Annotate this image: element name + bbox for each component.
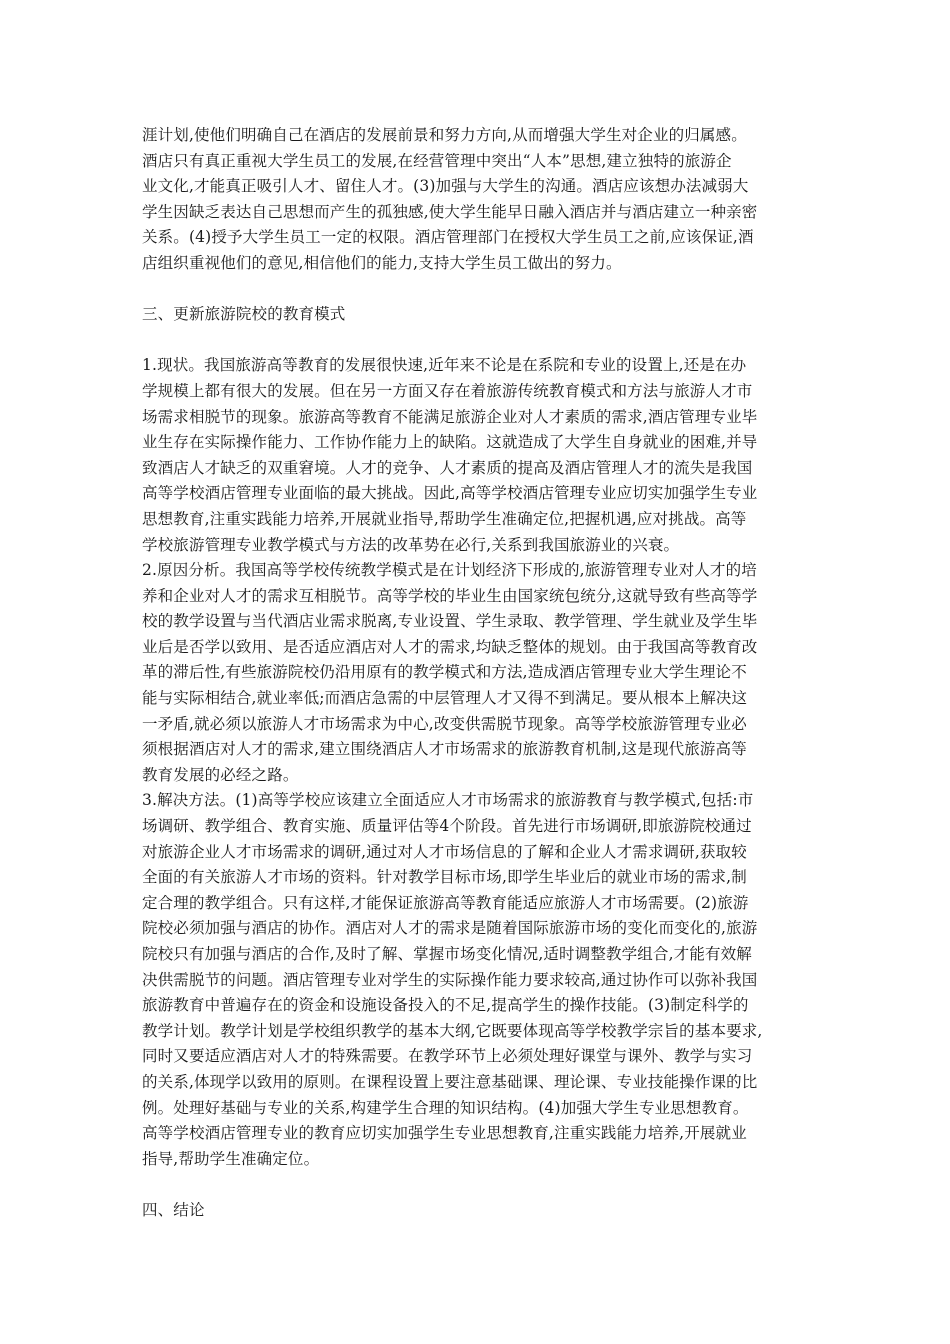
section-4-heading: 四、结论 bbox=[142, 1200, 205, 1219]
paragraph-gap bbox=[142, 328, 812, 354]
section-3-paragraph-status: 1.现状。我国旅游高等教育的发展很快速,近年来不论是在系院和专业的设置上,还是在办 学规模上都有很大的发展。但在另一方面又存在着旅游传统教育模式和方法与旅游人才市 场需求相脱节的现象。旅游高等教育不能满足旅游企业对人才素质的需求,酒店管理专业毕 业生存在实际操作能力、工作协作能力上的缺陷。这就造成了大学生自身就业的困难,并导 致酒店人才缺乏的双重窘境。人才的竞争、人才素质的提高及酒店管理人才的流失是我国 高等学校酒店管理专业面临的最大挑战。因此,高等学校酒店管理专业应切实加强学生专业 思想教育,注重实践能力培养,开展就业指导,帮助学生准确定位,把握机遇,应对挑战。高等 学校旅游管理专业教学模式与方法的改革势在必行,关系到我国旅游业的兴衰。 bbox=[142, 356, 758, 554]
paragraph-gap bbox=[142, 1172, 812, 1198]
section-3-paragraph-analysis: 2.原因分析。我国高等学校传统教学模式是在计划经济下形成的,旅游管理专业对人才的培 养和企业对人才的需求互相脱节。高等学校的毕业生由国家统包统分,这就导致有些高等学 校的教学设置与当代酒店业需求脱离,专业设置、学生录取、教学管理、学生就业及学生毕 业后是否学以致用、是否适应酒店对人才的需求,均缺乏整体的规划。由于我国高等教育改 革的滞后性,有些旅游院校仍沿用原有的教学模式和方法,造成酒店管理专业大学生理论不 能与实际相结合,就业率低;而酒店急需的中层管理人才又得不到满足。要从根本上解决这 一矛盾,就必须以旅游人才市场需求为中心,改变供需脱节现象。高等学校旅游管理专业必 须根据酒店对人才的需求,建立围绕酒店人才市场需求的旅游教育机制,这是现代旅游高等 教育发展的必经之路。 bbox=[142, 561, 758, 784]
section-3-paragraph-solutions: 3.解决方法。(1)高等学校应该建立全面适应人才市场需求的旅游教育与教学模式,包括:市 场调研、教学组合、教育实施、质量评估等4个阶段。首先进行市场调研,即旅游院校通过 对旅游企业人才市场需求的调研,通过对人才市场信息的了解和企业人才需求调研,获取较 全面的有关旅游人才市场的资料。针对教学目标市场,即学生毕业后的就业市场的需求,制 定合理的教学组合。只有这样,才能保证旅游高等教育能适应旅游人才市场需要。(2)旅游 院校必须加强与酒店的协作。酒店对人才的需求是随着国际旅游市场的变化而变化的,旅游 院校只有加强与酒店的合作,及时了解、掌握市场变化情况,适时调整教学组合,才能有效解 决供需脱节的问题。酒店管理专业对学生的实际操作能力要求较高,通过协作可以弥补我国 旅游教育中普遍存在的资金和设施设备投入的不足,提高学生的操作技能。(3)制定科学的 教学计划。教学计划是学校组织教学的基本大纲,它既要体现高等学校教学宗旨的基本要求, 同时又要适应酒店对人才的特殊需要。在教学环节上必须处理好课堂与课外、教学与实习 的关系,体现学以致用的原则。在课程设置上要注意基础课、理论课、专业技能操作课的比 例。处理好基础与专业的关系,构建学生合理的知识结构。(4)加强大学生专业思想教育。 高等学校酒店管理专业的教育应切实加强学生专业思想教育,注重实践能力培养,开展就业 指导,帮助学生准确定位。 bbox=[142, 791, 763, 1168]
section-3-heading: 三、更新旅游院校的教育模式 bbox=[142, 305, 346, 324]
document-body bbox=[142, 123, 812, 1224]
intro-paragraph: 涯计划,使他们明确自己在酒店的发展前景和努力方向,从而增强大学生对企业的归属感。 酒店只有真正重视大学生员工的发展,在经营管理中突出“人本”思想,建立独特的旅游企 业文化,才能真正吸引人才、留住人才。(3)加强与大学生的沟通。酒店应该想办法减弱大 学生因缺乏表达自己思想而产生的孤独感,使大学生能早日融入酒店并与酒店建立一种亲密 关系。(4)授予大学生员工一定的权限。酒店管理部门在授权大学生员工之前,应该保证,酒 店组织重视他们的意见,相信他们的能力,支持大学生员工做出的努力。 bbox=[142, 126, 758, 272]
paragraph-gap bbox=[142, 277, 812, 303]
